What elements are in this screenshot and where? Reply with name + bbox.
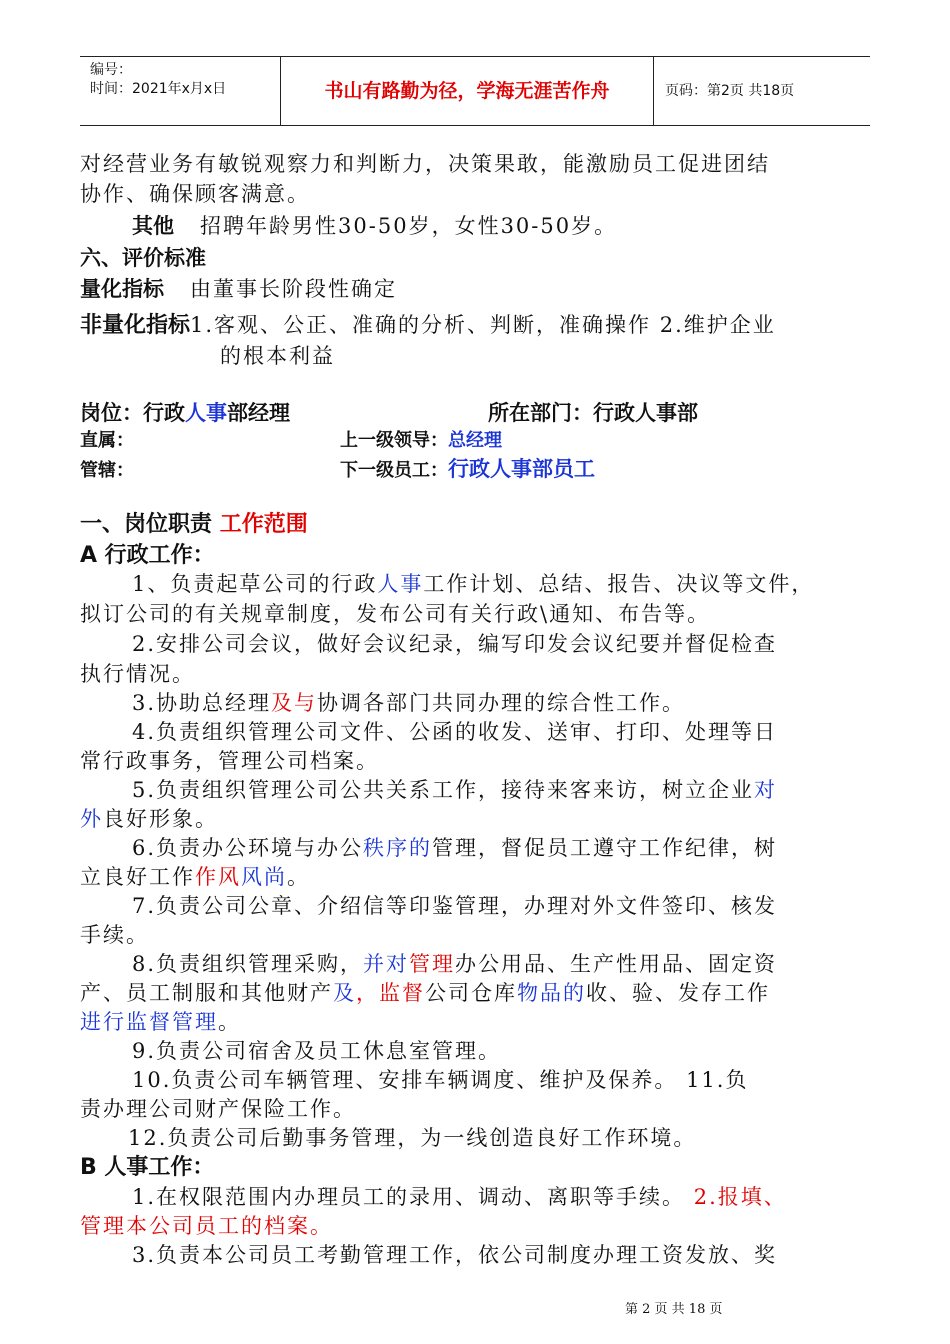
duty-a9: 9.负责公司宿舍及员工休息室管理。 [132,1039,502,1063]
duty-a7: 7.负责公司公章、介绍信等印鉴管理，办理对外文件签印、核发 [132,894,778,918]
duties-scope: 工作范围 [219,512,308,537]
seg: 外 [80,807,103,831]
text-line [80,803,218,833]
seg: 对 [754,778,778,802]
seg: 收、验、发存工作 [586,981,770,1005]
page-footer: 第 2 页 共 18 页 [625,1302,723,1317]
header-motto: 书山有路勤为径，学海无涯苦作舟 [280,57,654,125]
text-line [80,1006,241,1036]
quant-text: 由董事长阶段性确定 [190,277,398,301]
seg: 1、负责起草公司的行政 [132,572,378,596]
number-label: 编号： [90,62,132,78]
text-line: 执行情况。 [80,662,195,686]
duty-a4: 4.负责组织管理公司文件、公函的收发、送审、打印、处理等日 [132,720,778,744]
section-a-heading: A 行政工作： [80,543,215,568]
other-text: 招聘年龄男性30-50岁，女性30-50岁。 [200,214,618,238]
header-table [80,56,870,126]
nonquant-row [80,308,776,339]
seg: 进行监督管理 [80,1010,218,1034]
seg: 协调各部门共同办理的综合性工作。 [317,691,686,715]
text-line: 拟订公司的有关规章制度，发布公司有关行政\通知、布告等。 [80,602,711,626]
text-line [80,861,310,891]
seg: 2.报填、 [693,1185,787,1209]
direct-label: 直属： [80,430,134,451]
post-suffix: 部经理 [227,401,290,425]
seg: 管理，督促员工遵守工作纪律，树 [432,836,778,860]
text-line [80,977,770,1007]
subordinate-row [340,453,595,483]
post-label: 岗位：行政 [80,401,185,425]
section-heading: 六、评价标准 [80,246,206,270]
text-line: 常行政事务，管理公司档案。 [80,749,379,773]
superior-label: 上一级领导： [340,430,448,451]
seg: 管理 [409,952,456,976]
superior-row [340,426,502,452]
seg: 物品的 [517,981,586,1005]
duty-a12: 12.负责公司后勤事务管理，为一线创造良好工作环境。 [128,1126,697,1150]
quant-label: 量化指标 [80,277,164,301]
text-line: 手续。 [80,923,149,947]
header-meta [90,61,226,99]
seg: 。 [218,1010,241,1034]
superior-value: 总经理 [448,430,502,451]
text-line: 对经营业务有敏锐观察力和判断力，决策果敢，能激励员工促进团结 [80,152,770,176]
dept-label: 所在部门：行政人事部 [488,401,698,425]
nonquant-label: 非量化指标 [80,313,191,338]
text-line: 协作、确保顾客满意。 [80,182,310,206]
other-row [132,210,617,240]
seg: ，监督 [356,981,425,1005]
seg: 作风 [195,865,241,889]
seg: 并对 [363,952,410,976]
nonquant-text: 1.客观、公正、准确的分析、判断，准确操作 2.维护企业 [190,313,776,337]
seg: 风尚 [241,865,287,889]
duties-title: 一、岗位职责 [80,512,213,537]
duty-a2: 2.安排公司会议，做好会议纪录，编写印发会议纪要并督促检查 [132,632,778,656]
duty-a10: 10.负责公司车辆管理、安排车辆调度、维护及保养。 11.负 [132,1068,749,1092]
quant-row [80,273,397,303]
duty-a8 [132,948,777,978]
position-row [80,397,290,427]
seg: 秩序的 [363,836,433,860]
seg: 6.负责办公环境与办公 [132,836,364,860]
post-highlight: 人事 [185,401,227,425]
seg: 人事 [377,572,424,596]
text-line: 管理本公司员工的档案。 [80,1214,333,1238]
seg: 公司仓库 [425,981,517,1005]
seg: 办公用品、生产性用品、固定资 [455,952,778,976]
duties-heading [80,507,308,538]
duty-a5 [132,774,777,804]
seg: 产、员工制服和其他财产 [80,981,333,1005]
duty-a3 [132,687,685,717]
duty-b1 [132,1181,787,1211]
text-line: 的根本利益 [220,344,335,368]
duty-a6 [132,832,777,862]
seg: 工作计划、总结、报告、决议等文件， [423,572,815,596]
sub-label: 下一级员工： [340,460,448,481]
text-line: 责办理公司财产保险工作。 [80,1097,356,1121]
seg: 及 [333,981,356,1005]
section-b-heading: B 人事工作： [80,1155,215,1180]
seg: 立良好工作 [80,865,195,889]
seg: 及与 [271,691,318,715]
other-label: 其他 [132,214,174,238]
seg: 3.协助总经理 [132,691,272,715]
seg: 良好形象。 [103,807,218,831]
seg: 。 [287,865,310,889]
date-label: 时间：2021年x月x日 [90,81,227,97]
duty-b3: 3.负责本公司员工考勤管理工作，依公司制度办理工资发放、奖 [132,1243,778,1267]
seg: 5.负责组织管理公司公共关系工作，接待来客来访，树立企业 [132,778,755,802]
header-page: 页码：第2页 共18页 [665,83,795,99]
duty-a1 [132,568,814,598]
sub-value: 行政人事部员工 [448,457,595,481]
seg: 8.负责组织管理采购， [132,952,364,976]
seg: 1.在权限范围内办理员工的录用、调动、离职等手续。 [132,1185,694,1209]
manage-label: 管辖： [80,460,134,481]
